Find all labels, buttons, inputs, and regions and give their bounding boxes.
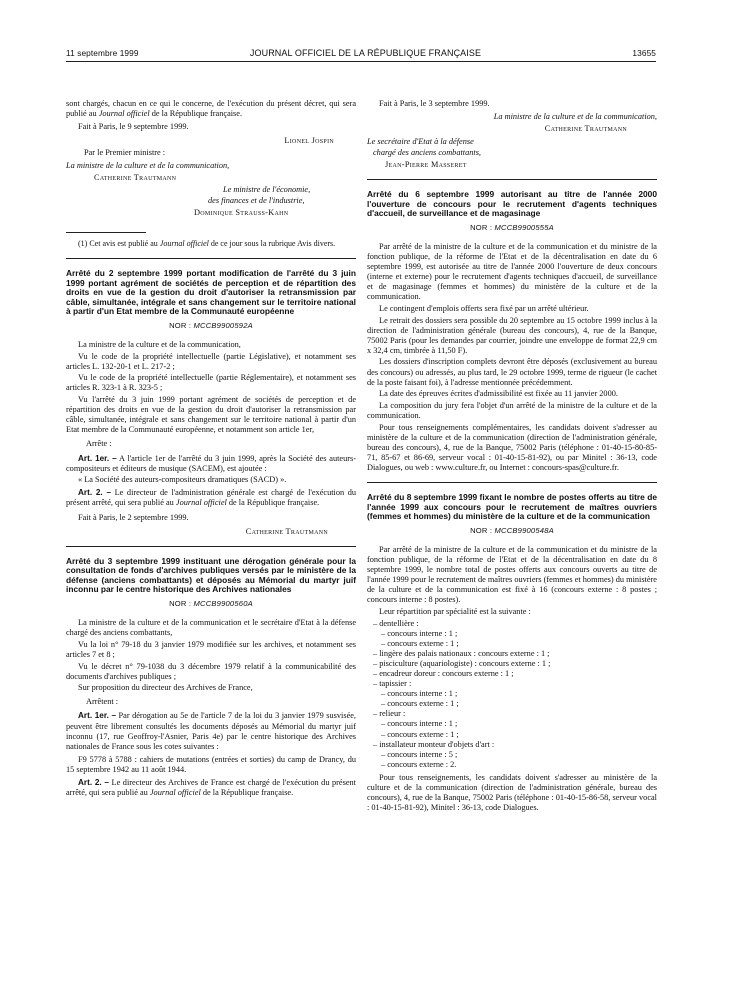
- article-1-label: Art. 1er. –: [78, 711, 117, 721]
- article-2: [66, 488, 356, 508]
- list-item: – concours externe : 1 ;: [381, 638, 459, 648]
- specialty-list: [367, 619, 657, 770]
- intro-paragraph: [66, 99, 356, 119]
- nor-reference: [367, 223, 657, 233]
- signature-role: La ministre de la culture et de la communication,: [493, 112, 657, 122]
- footnote-journal: Journal officiel: [159, 238, 209, 248]
- decree-title: Arrêté du 6 septembre 1999 autorisant au titre de l'année 2000 l'ouverture de concours pour le recrutement d'agents techniques d'accueil, de surveillance et de magasinage: [367, 189, 657, 219]
- left-column: [66, 99, 356, 800]
- signature-prime-minister: Lionel Jospin: [284, 136, 334, 146]
- list-item: – concours externe : 1 ;: [381, 729, 459, 739]
- list-item: – relieur :: [373, 709, 406, 719]
- decree-paragraph: La ministre de la culture et de la communication et le secrétaire d'Etat à la défense chargé des anciens combattants,: [66, 618, 356, 638]
- signature-sec-role2: chargé des anciens combattants,: [373, 148, 481, 158]
- decree-date: Fait à Paris, le 2 septembre 1999.: [78, 512, 189, 522]
- right-column: [367, 99, 657, 815]
- decree-title: Arrêté du 3 septembre 1999 instituant une dérogation générale pour la consultation de fonds d'archives publiques versés par le ministère de la défense (anciens combattants) et déposés au Mémorial du martyr juif inconnu par le centre historique des Archives nationales: [66, 555, 356, 595]
- article-1-text: A l'article 1er de l'arrêté du 3 juin 1999, après la Société des auteurs-compositeurs et éditeurs de musique (SACEM), est ajoutée :: [66, 453, 356, 473]
- list-item: – pisciculture (aquariologiste) : concours externe : 1 ;: [373, 658, 551, 668]
- section-separator: [66, 546, 356, 547]
- article-1-text: Par dérogation au 5e de l'article 7 de la loi du 3 janvier 1979 susvisée, peuvent être librement consultés les documents déposés au Mémorial du martyr juif inconnu (17, rue Geoffroy-l'Asnier, Paris 4e) par le centre historique des Archives nationales de France sous les cotes suivantes :: [66, 711, 357, 751]
- footnote-text: (1) Cet avis est publié au: [78, 238, 160, 248]
- section-separator: [367, 482, 657, 483]
- list-item: – tapissier :: [373, 679, 412, 689]
- intro-date: Fait à Paris, le 9 septembre 1999.: [78, 122, 189, 132]
- arrete-label: Arrête :: [86, 439, 112, 449]
- nor-code: MCCB9900548A: [494, 525, 554, 535]
- footnote-end: de ce jour sous la rubrique Avis divers.: [208, 238, 336, 248]
- list-item: – dentellière :: [373, 618, 419, 628]
- section-separator: [66, 258, 356, 259]
- decree-paragraph: Pour tous renseignements, les candidats doivent s'adresser au ministère de la culture et de la communication (direction de l'administration générale, bureau des concours), 4, rue de la Banque, 75002 Paris (téléphone : 01-40-15-86-58, serveur vocal : 01-40-15-81-92), Minitel : 36-13, code Dialogues.: [367, 772, 657, 813]
- signature-min2-role1: Le ministre de l'économie,: [223, 184, 311, 194]
- nor-code: MCCB9900560A: [193, 599, 253, 609]
- article-2-label: Art. 2. –: [78, 777, 109, 787]
- list-item: – installateur monteur d'objets d'art :: [373, 739, 495, 749]
- list-item: – concours interne : 1 ;: [381, 628, 458, 638]
- nor-reference: [66, 321, 356, 331]
- footnote: [66, 239, 356, 249]
- article-2: [66, 778, 356, 798]
- decree-paragraph: Vu l'arrêté du 3 juin 1999 portant agrément de sociétés de perception et de répartition des droits en vue de la gestion du droit d'autoriser la retransmission par câble, simultanée, intégrale et sans changement sur le territoire national à partir d'un Etat membre de la Communauté européenne, et notamment son article 1er,: [66, 395, 356, 435]
- decree-signature: Catherine Trautmann: [245, 526, 328, 536]
- decree-paragraph: Vu le décret n° 79-1038 du 3 décembre 1979 relatif à la communicabilité des documents d'archives publiques ;: [66, 661, 356, 681]
- header-rule: [66, 61, 656, 62]
- section-separator: [367, 179, 657, 180]
- decree-paragraph: Par arrêté de la ministre de la culture et de la communication et du ministre de la fonction publique, de la réforme de l'Etat et de la décentralisation en date du 6 septembre 1999, est autorisée au titre de l'année 2000 l'ouverture de deux concours (interne et externe) pour le recrutement d'agents techniques d'accueil, de surveillance et de magasinage (femmes et hommes) du ministère de la culture et de la communication.: [367, 241, 657, 302]
- decree-paragraph: Sur proposition du directeur des Archives de France,: [78, 683, 253, 693]
- decree-paragraph: Vu le code de la propriété intellectuelle (partie Réglementaire), et notamment ses articles R. 323-1 à R. 323-5 ;: [66, 373, 356, 393]
- article-2-text: Le directeur des Archives de France est chargé de l'exécution du présent arrêté, qui sera publié au: [66, 777, 356, 798]
- decree-paragraph: Les dossiers d'inscription complets devront être déposés (exclusivement au bureau des concours) ou adressés, au plus tard, le 29 octobre 1999, terme de rigueur (le cachet de la poste faisant foi), à l'adresse mentionnée précédemment.: [367, 357, 657, 387]
- intro-end: de la République française.: [149, 109, 243, 119]
- list-item: – concours externe : 2.: [381, 759, 457, 769]
- list-item: – lingère des palais nationaux : concours externe : 1 ;: [373, 648, 550, 658]
- signature-min1-role: La ministre de la culture et de la communication,: [66, 160, 230, 170]
- decree-paragraph: Le retrait des dossiers sera possible du 20 septembre au 15 octobre 1999 inclus à la direction de l'administration générale (bureau des concours), 4, rue de la Banque, 75002 Paris (pour les demandes par courrier, joindre une enveloppe de format 22,9 cm x 32,4 cm, timbrée à 11,50 F).: [367, 315, 657, 355]
- article-1-quote: « La Société des auteurs-compositeurs dramatiques (SACD) ».: [78, 475, 287, 485]
- decree-title: Arrêté du 2 septembre 1999 portant modification de l'arrêté du 3 juin 1999 portant agrément de sociétés de perception et de répartition des droits en vue de la gestion du droit d'autoriser la retransmission par câble, simultanée, intégrale et sans changement sur le territoire national à partir d'un Etat membre de la Communauté européenne: [66, 268, 356, 317]
- article-1: [66, 454, 356, 474]
- signature-by: Par le Premier ministre :: [84, 147, 166, 157]
- decree-paragraph: La date des épreuves écrites d'admissibilité est fixée au 11 janvier 2000.: [379, 389, 618, 399]
- signature-name: Catherine Trautmann: [544, 123, 627, 133]
- footnote-separator: [66, 232, 146, 233]
- article-2-label: Art. 2. –: [78, 488, 112, 498]
- signature-sec-name: Jean-Pierre Masseret: [385, 159, 467, 169]
- header-page-number: 13655: [632, 48, 656, 58]
- nor-reference: [66, 599, 356, 609]
- article-2-end: de la République française.: [226, 498, 320, 508]
- article-1-label: Art. 1er. –: [78, 453, 117, 463]
- article-2-journal: Journal officiel: [175, 498, 227, 508]
- nor-label: NOR :: [169, 321, 194, 330]
- list-item: – concours interne : 1 ;: [381, 689, 458, 699]
- list-item: – concours externe : 1 ;: [381, 699, 459, 709]
- decree-paragraph: La composition du jury fera l'objet d'un arrêté de la ministre de la culture et de la communication.: [367, 400, 657, 420]
- list-item: – concours interne : 1 ;: [381, 719, 458, 729]
- article-2-end: de la République française.: [200, 788, 294, 798]
- nor-code: MCCB9900592A: [193, 321, 253, 330]
- nor-label: NOR :: [470, 222, 495, 232]
- signature-sec-role1: Le secrétaire d'Etat à la défense: [367, 136, 474, 146]
- article-2-journal: Journal officiel: [149, 788, 201, 798]
- nor-code: MCCB9900555A: [494, 222, 554, 232]
- decree-paragraph: Leur répartition par spécialité est la suivante :: [379, 606, 531, 616]
- header-date: 11 septembre 1999: [66, 48, 139, 58]
- header-title: JOURNAL OFFICIEL DE LA RÉPUBLIQUE FRANÇAISE: [249, 48, 482, 58]
- decree-paragraph: Vu le code de la propriété intellectuelle (partie Législative), et notamment ses articles L. 132-20-1 et L. 217-2 ;: [66, 351, 356, 371]
- decree-paragraph: La ministre de la culture et de la communication,: [78, 340, 241, 350]
- decree-paragraph: Le contingent d'emplois offerts sera fixé par un arrêté ultérieur.: [379, 304, 589, 313]
- decree-title: Arrêté du 8 septembre 1999 fixant le nombre de postes offerts au titre de l'année 1999 aux concours pour le recrutement de maîtres ouvriers (femmes et hommes) du ministère de la culture et de la communication: [367, 492, 657, 522]
- signature-min2-name: Dominique Strauss-Kahn: [194, 207, 289, 217]
- article-1: [66, 711, 356, 751]
- nor-label: NOR :: [169, 599, 194, 609]
- intro-journal: Journal officiel: [98, 109, 150, 119]
- list-item: – concours interne : 5 ;: [381, 749, 458, 759]
- nor-label: NOR :: [470, 525, 495, 535]
- decree-paragraph: Vu la loi n° 79-18 du 3 janvier 1979 modifiée sur les archives, et notamment ses articles 7 et 8 ;: [66, 639, 356, 659]
- nor-reference: [367, 526, 657, 536]
- signature-min2-role2: des finances et de l'industrie,: [208, 196, 305, 206]
- archive-reference: F9 5778 à 5788 : cahiers de mutations (entrées et sorties) du camp de Drancy, du 15 septembre 1942 au 11 août 1944.: [66, 754, 356, 774]
- list-item: – encadreur doreur : concours externe : 1 ;: [373, 669, 514, 678]
- article-2-text: Le directeur de l'administration générale est chargé de l'exécution du présent arrêté, qui sera publié au: [66, 488, 356, 508]
- decree-paragraph: Pour tous renseignements complémentaires, les candidats doivent s'adresser au ministère de la culture et de la communication (direction de l'administration générale, bureau des concours), 4, rue de la Banque, 75002 Paris (téléphone : 01-40-15-80-85-71, 85-67 et 86-69, serveur vocal : 01-40-15-81-92), ou par Minitel : 36-13, code Dialogues, ou web : www.culture.fr, ou Internet : concours-spas@culture.fr.: [367, 422, 657, 472]
- decree-date: Fait à Paris, le 3 septembre 1999.: [379, 99, 490, 108]
- signature-min1-name: Catherine Trautmann: [94, 172, 177, 182]
- decree-paragraph: Par arrêté de la ministre de la culture et de la communication et du ministre de la fonction publique, de la réforme de l'Etat et de la décentralisation en date du 8 septembre 1999, le nombre total de postes offerts aux concours ouverts au titre de l'année 1999 pour le recrutement de maîtres ouvriers (femmes et hommes) du ministère de la culture et de la communication est fixé à 16 (concours externe : 8 postes ; concours interne : 8 postes).: [367, 544, 657, 605]
- arretent-label: Arrêtent :: [86, 697, 119, 707]
- intro-text: sont chargés, chacun en ce qui le concerne, de l'exécution du présent décret, qui sera publié au: [66, 99, 356, 119]
